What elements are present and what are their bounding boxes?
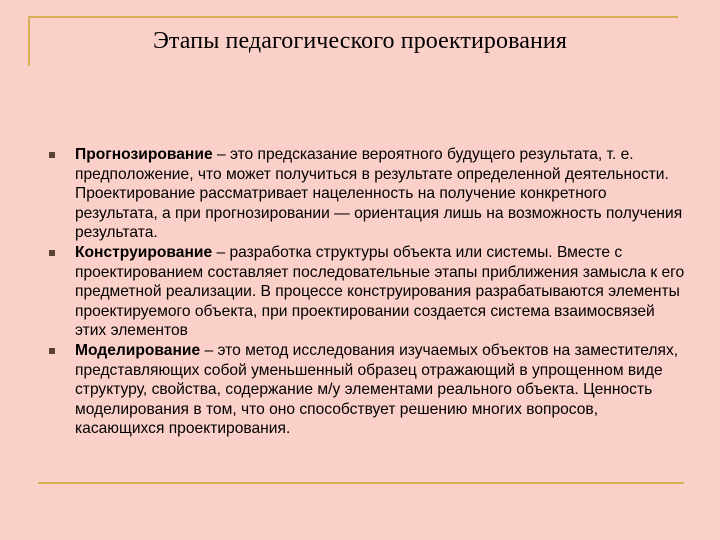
bullet-text: – это предсказание вероятного будущего результата, т. е. предположение, что может получиться в результате определенной деятельности. Проектирование рассматривает нацеленность на получение конкретного результата, а при прогнозировании — ориентация лишь на возможность получения результата.	[75, 146, 683, 242]
bullet-term: Прогнозирование	[75, 146, 213, 163]
square-bullet-icon	[49, 250, 55, 256]
bullet-item-forecasting	[48, 145, 688, 243]
bottom-frame-line	[38, 482, 684, 484]
bullet-item-modeling	[48, 341, 688, 439]
bullet-term: Моделирование	[75, 341, 201, 359]
square-bullet-icon	[49, 152, 55, 158]
bullet-term: Конструирование	[75, 243, 213, 261]
square-bullet-icon	[49, 348, 55, 354]
bullet-list	[48, 145, 688, 439]
bullet-item-construction	[48, 243, 688, 341]
title-frame-top-line	[28, 16, 678, 18]
bullet-text: – это метод исследования изучаемых объектов на заместителях, представляющих собой уменьшенный образец отражающий в упрощенном виде структуру, свойства, содержание м/у элементами реального объекта. Ценность моделирования в том, что оно способствует решению многих вопросов, касающихся проектирования.	[75, 341, 679, 438]
bullet-text: – разработка структуры объекта или системы. Вместе с проектированием составляет последовательные этапы приближения замысла к его предметной реализации. В процессе конструирования разрабатываются элементы проектируемого объекта, при проектировании создается система взаимосвязей этих элементов	[75, 243, 685, 340]
slide-title: Этапы педагогического проектирования	[152, 28, 568, 54]
